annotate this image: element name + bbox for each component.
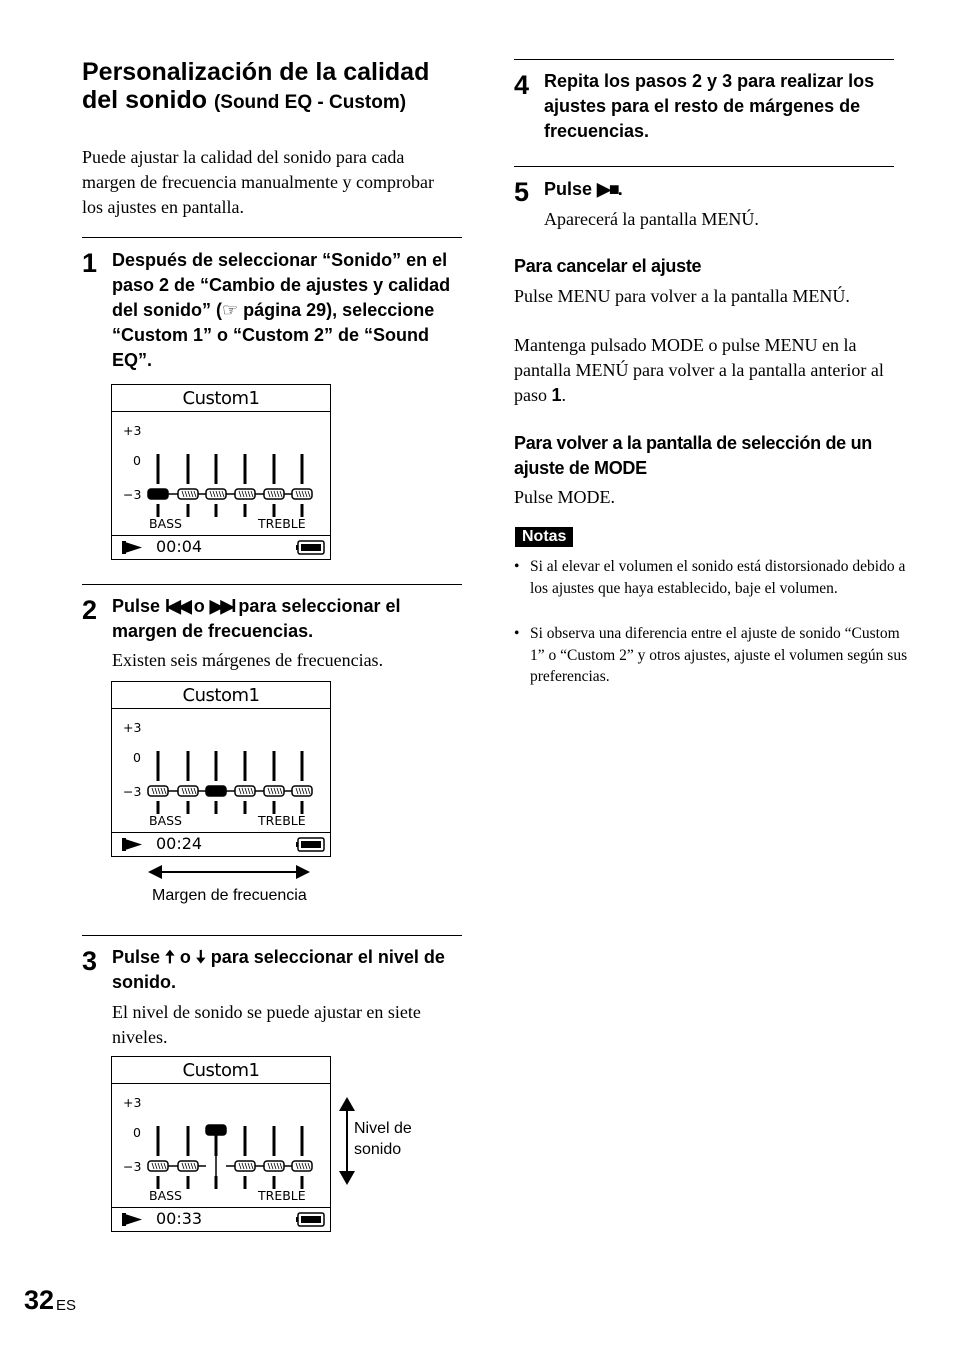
- cancel-paragraph-2: Mantenga pulsado MODE o pulse MENU en la pantalla MENÚ para volver a la pantalla anterior al paso 1.: [514, 335, 884, 405]
- play-icon: [122, 541, 126, 554]
- status-bar: [112, 833, 330, 856]
- eq-band-knob: [206, 786, 226, 796]
- bullet-icon: •: [514, 558, 520, 575]
- divider: [514, 166, 894, 167]
- step-5-detail: Aparecerá la pantalla MENÚ.: [544, 209, 759, 229]
- elapsed-time: 00:04: [156, 537, 203, 556]
- step-4-text: Repita los pasos 2 y 3 para realizar los ajustes para el resto de márgenes de frecuencias.: [544, 71, 875, 141]
- step-2-text: Pulse I◀◀ o ▶▶I para seleccionar el margen de frecuencias.: [112, 596, 401, 641]
- note-item: • Si al elevar el volumen el sonido está distorsionado debido a los ajustes que haya establecido, baje el volumen.: [514, 558, 906, 597]
- eq-sliders: [112, 1084, 330, 1189]
- status-icons: [112, 833, 330, 856]
- next-track-icon: ▶▶I: [209, 596, 234, 616]
- screen-title: Custom1: [112, 1057, 330, 1084]
- elapsed-time: 00:33: [156, 1209, 203, 1228]
- battery-icon: [301, 1216, 321, 1223]
- divider: [514, 59, 894, 60]
- bass-label: BASS: [149, 1188, 182, 1203]
- step-2-detail: Existen seis márgenes de frecuencias.: [112, 650, 384, 670]
- title-main: Personalización de la calidad del sonido: [82, 58, 430, 114]
- treble-label: TREBLE: [258, 1188, 306, 1203]
- treble-label: TREBLE: [258, 813, 306, 828]
- sound-level-caption: Nivel de sonido: [354, 1120, 412, 1158]
- prev-track-icon: I◀◀: [165, 596, 189, 616]
- eq-scale-label: +3: [123, 423, 142, 438]
- play-icon: [122, 1213, 126, 1226]
- divider: [82, 237, 462, 238]
- eq-scale-label: 0: [133, 453, 141, 468]
- battery-icon: [301, 841, 321, 848]
- eq-scale-label: +3: [123, 1095, 142, 1110]
- bass-label: BASS: [149, 516, 182, 531]
- step-3-text: Pulse 🠅 o 🠇 para seleccionar el nivel de sonido.: [112, 947, 445, 992]
- status-icons: [112, 1208, 330, 1231]
- bass-label: BASS: [149, 813, 182, 828]
- step-number: 2: [82, 595, 98, 625]
- step-5-text: Pulse ▶■.: [544, 179, 623, 199]
- eq-band-knob: [148, 489, 168, 499]
- eq-scale-label: −3: [123, 1159, 142, 1174]
- equalizer-display: [112, 1084, 330, 1208]
- cancel-heading: Para cancelar el ajuste: [514, 256, 702, 276]
- battery-icon: [296, 545, 298, 550]
- divider: [82, 935, 462, 936]
- down-arrow-icon: 🠇: [195, 947, 206, 967]
- screen-title: Custom1: [112, 682, 330, 709]
- step-3-detail: El nivel de sonido se puede ajustar en siete niveles.: [112, 1002, 421, 1047]
- intro-paragraph: Puede ajustar la calidad del sonido para cada margen de frecuencia manualmente y comprobar los ajustes en pantalla.: [82, 147, 435, 217]
- equalizer-display: [112, 412, 330, 536]
- status-bar: [112, 1208, 330, 1231]
- treble-label: TREBLE: [258, 516, 306, 531]
- page-language: ES: [56, 1297, 77, 1314]
- step-number: 5: [514, 177, 530, 207]
- mode-return-heading: Para volver a la pantalla de selección de un ajuste de MODE: [514, 433, 872, 478]
- step-1-text: Después de seleccionar “Sonido” en el paso 2 de “Cambio de ajustes y calidad del sonido” (☞ página 29), seleccione “Custom 1” o “Custom 2” de “Sound EQ”.: [112, 250, 451, 370]
- eq-scale-label: +3: [123, 720, 142, 735]
- frequency-range-arrow: [148, 861, 310, 883]
- title-suffix: (Sound EQ - Custom): [213, 92, 407, 113]
- status-bar: [112, 536, 330, 559]
- equalizer-display: [112, 709, 330, 833]
- notes-label: Notas: [515, 527, 573, 547]
- screen-title: Custom1: [112, 385, 330, 412]
- mode-return-text: Pulse MODE.: [514, 487, 616, 507]
- eq-scale-label: 0: [133, 750, 141, 765]
- note-item: • Si observa una diferencia entre el ajuste de sonido “Custom 1” o “Custom 2” y otros ajustes, ajuste el volumen según sus preferencias.: [514, 625, 908, 685]
- page-title: [82, 58, 462, 117]
- play-icon: [122, 838, 126, 851]
- frequency-range-caption: Margen de frecuencia: [152, 887, 307, 904]
- battery-icon: [296, 1217, 298, 1222]
- eq-sliders: [112, 412, 330, 517]
- page-number: 32: [24, 1285, 55, 1315]
- bullet-icon: •: [514, 625, 520, 642]
- eq-screen: [111, 1056, 331, 1232]
- eq-sliders: [112, 709, 330, 814]
- eq-scale-label: −3: [123, 487, 142, 502]
- divider: [82, 584, 462, 585]
- step-number: 4: [514, 70, 530, 100]
- status-icons: [112, 536, 330, 559]
- play-stop-icon: ▶■: [597, 179, 618, 199]
- eq-screen: [111, 681, 331, 857]
- up-arrow-icon: 🠅: [165, 947, 175, 967]
- battery-icon: [296, 842, 298, 847]
- eq-scale-label: 0: [133, 1125, 141, 1140]
- step-number: 1: [82, 248, 98, 278]
- elapsed-time: 00:24: [156, 834, 203, 853]
- battery-icon: [301, 544, 321, 551]
- reference-icon: ☞: [222, 300, 239, 320]
- eq-scale-label: −3: [123, 784, 142, 799]
- cancel-paragraph-1: Pulse MENU para volver a la pantalla MENÚ.: [514, 286, 850, 306]
- eq-band-knob: [206, 1125, 226, 1135]
- step-number: 3: [82, 946, 98, 976]
- eq-screen: [111, 384, 331, 560]
